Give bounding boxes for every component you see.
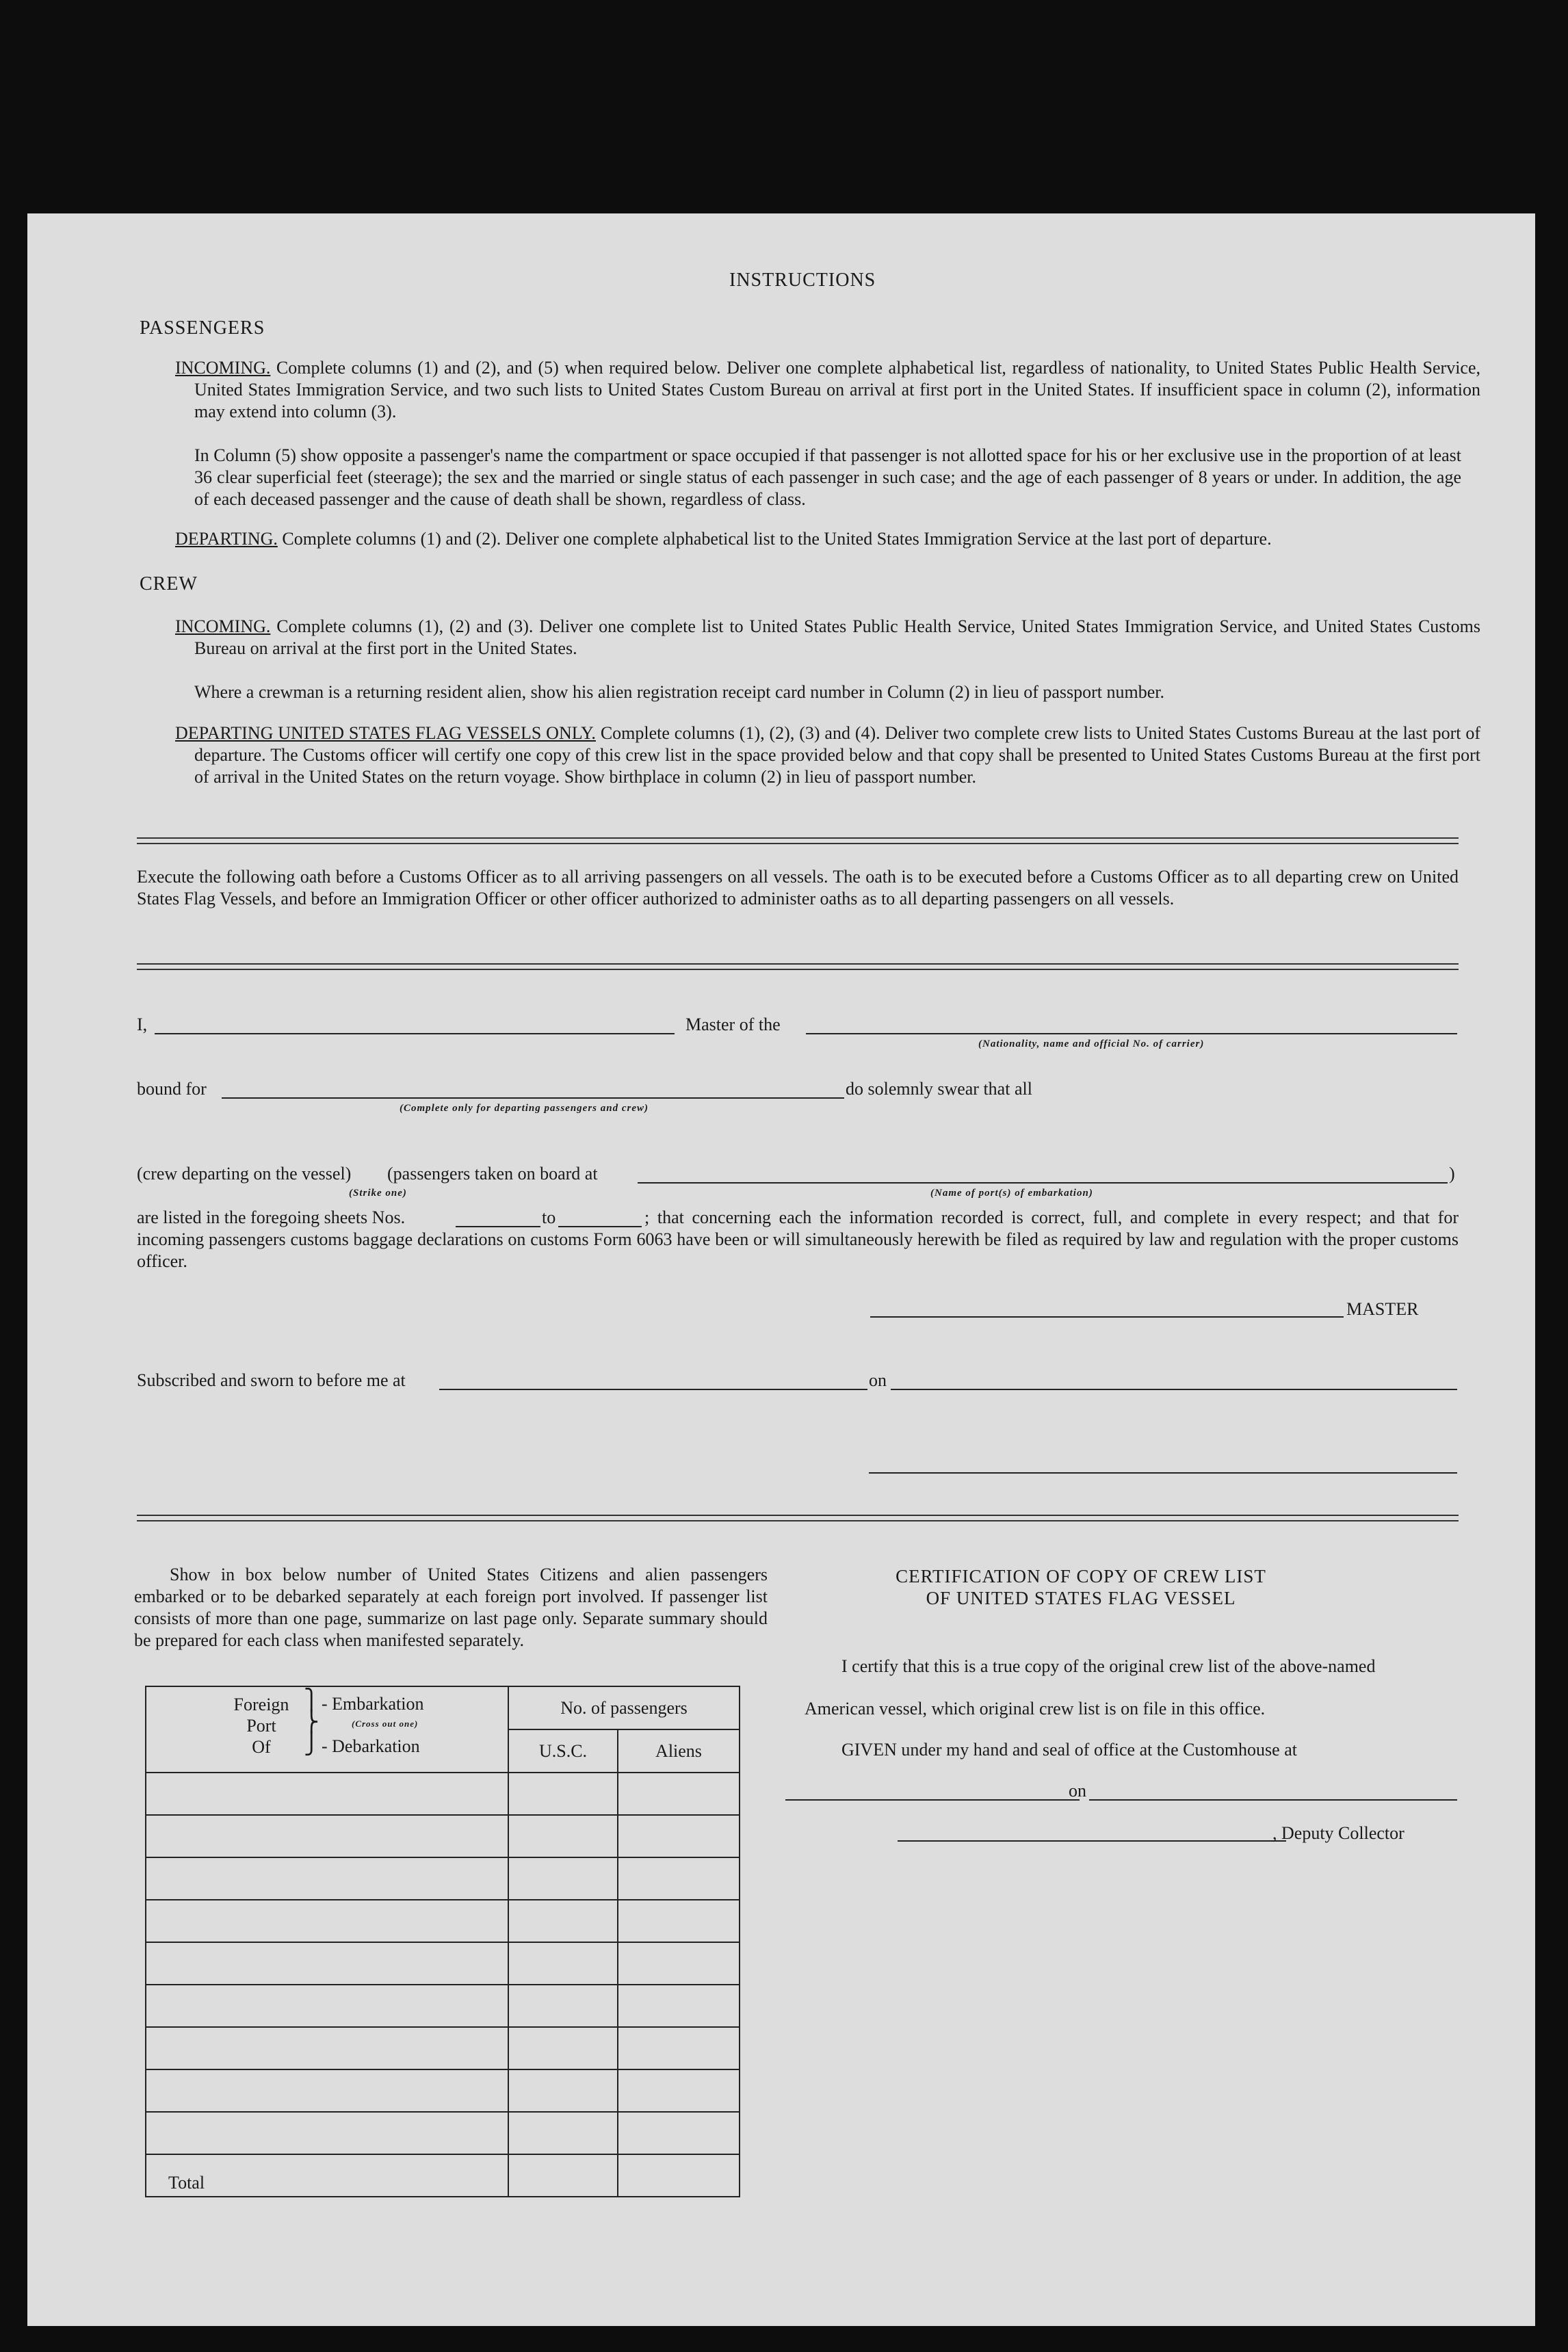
usc-total-cell[interactable] (508, 2154, 618, 2197)
crew-departing (175, 722, 1480, 788)
usc-cell[interactable] (508, 1857, 618, 1900)
aliens-cell[interactable] (618, 2112, 740, 2154)
foreign-port-header (146, 1686, 508, 1773)
close-paren: ) (1449, 1164, 1455, 1184)
aliens-cell[interactable] (618, 1942, 740, 1985)
brace-icon: ⎫ ⎬ ⎭ (304, 1689, 319, 1755)
passengers-column5-text: In Column (5) show opposite a passenger's name the compartment or space occupied if that passenger is not allotted space for his or her exclusive use in the proportion of at least 36 clear superficial feet (steerage); the sex and the married or single status of each passenger in such case; and the age of each passenger of 8 years or under. In addition, the age of each deceased passenger and the cause of death shall be shown, regardless of class. (194, 445, 1461, 509)
carrier-line[interactable] (806, 1033, 1457, 1034)
crew-incoming (175, 616, 1480, 659)
usc-cell[interactable] (508, 1942, 618, 1985)
certification-on: on (1069, 1781, 1086, 1801)
usc-cell[interactable] (508, 1985, 618, 2027)
passengers-heading: PASSENGERS (140, 317, 265, 339)
ports-hint: (Name of port(s) of embarkation) (930, 1188, 1093, 1199)
aliens-cell[interactable] (618, 2069, 740, 2112)
oath-i-label: I, (137, 1015, 148, 1034)
subscribed-place-line[interactable] (439, 1389, 867, 1390)
subscribed-label: Subscribed and sworn to before me at (137, 1370, 406, 1390)
section-divider (137, 963, 1459, 970)
form-sheet (27, 213, 1535, 2326)
certification-heading (807, 1565, 1355, 1609)
subscribed-date-line[interactable] (891, 1389, 1457, 1390)
aliens-header: Aliens (618, 1729, 740, 1773)
master-label: MASTER (1346, 1299, 1419, 1319)
usc-cell[interactable] (508, 2112, 618, 2154)
section-divider (137, 1515, 1459, 1521)
passengers-incoming-label: INCOMING. (175, 358, 271, 378)
port-cell[interactable] (146, 1857, 508, 1900)
certification-line2: American vessel, which original crew list is on file in this office. (805, 1699, 1266, 1719)
listed-text-b: ; that concerning each the information recorded is correct, full, and complete in every respect; and that for incoming passengers customs baggage declarations on customs Form 6063 have been or will simultaneously herewith be filed as required by law and regulation with the proper customs officer. (137, 1207, 1459, 1271)
passengers-departing (175, 528, 1480, 550)
certification-line1: I certify that this is a true copy of the original crew list of the above-named (841, 1656, 1376, 1676)
cross-out-hint: (Cross out one) (352, 1719, 419, 1729)
usc-cell[interactable] (508, 1773, 618, 1815)
port-cell[interactable] (146, 1773, 508, 1815)
passengers-departing-label: DEPARTING. (175, 529, 278, 549)
page-title: INSTRUCTIONS (729, 270, 876, 291)
usc-cell[interactable] (508, 2027, 618, 2069)
port-cell[interactable] (146, 2069, 508, 2112)
foreign-label: Foreign (233, 1695, 289, 1714)
certification-line3: GIVEN under my hand and seal of office at the Customhouse at (841, 1740, 1297, 1760)
deputy-signature-line[interactable] (898, 1840, 1286, 1842)
usc-cell[interactable] (508, 1900, 618, 1942)
crew-resident-text: Where a crewman is a returning resident alien, show his alien registration receipt card number in Column (2) in lieu of passport number. (194, 682, 1165, 702)
passengers-incoming-text: Complete columns (1) and (2), and (5) when required below. Deliver one complete alphabetical list, regardless of nationality, to United States Public Health Service, United States Immigration Service, and two such lists to United States Custom Bureau on arrival at first port in the United States. If insufficient space in column (2), information may extend into column (3). (194, 358, 1481, 421)
officer-signature-line[interactable] (869, 1472, 1457, 1474)
debarkation-label: - Debarkation (322, 1736, 420, 1756)
port-embarkation-line[interactable] (638, 1182, 1448, 1184)
bound-for-line[interactable] (222, 1097, 844, 1099)
crew-departing-label: DEPARTING UNITED STATES FLAG VESSELS ONLY. (175, 723, 596, 743)
passengers-taken-option: (passengers taken on board at (387, 1164, 598, 1184)
crew-heading: CREW (140, 573, 198, 594)
aliens-cell[interactable] (618, 1900, 740, 1942)
port-cell[interactable] (146, 1985, 508, 2027)
aliens-cell[interactable] (618, 2027, 740, 2069)
certification-heading-1: CERTIFICATION OF COPY OF CREW LIST (896, 1566, 1266, 1586)
usc-header: U.S.C. (508, 1729, 618, 1773)
usc-cell[interactable] (508, 2069, 618, 2112)
port-cell[interactable] (146, 1942, 508, 1985)
master-of-the-label: Master of the (685, 1015, 781, 1034)
summary-instructions: Show in box below number of United States Citizens and alien passengers embarked or to be debarked separately at each foreign port involved. If passenger list consists of more than one page, summarize on last page only. Separate summary should be prepared for each class when manifested separately. (134, 1565, 768, 1650)
swear-text: do solemnly swear that all (846, 1079, 1032, 1099)
certification-heading-2: OF UNITED STATES FLAG VESSEL (926, 1588, 1236, 1608)
aliens-cell[interactable] (618, 1857, 740, 1900)
certification-date-line[interactable] (1089, 1799, 1457, 1801)
port-cell[interactable] (146, 2027, 508, 2069)
passengers-departing-text: Complete columns (1) and (2). Deliver one complete alphabetical list to the United States Immigration Service at the last port of departure. (282, 529, 1272, 549)
total-label: Total (146, 2154, 508, 2197)
port-label: Port (246, 1716, 276, 1736)
port-cell[interactable] (146, 1900, 508, 1942)
port-cell[interactable] (146, 1815, 508, 1857)
section-divider (137, 837, 1459, 844)
crew-departing-text: Complete columns (1), (2), (3) and (4). Deliver two complete crew lists to United States Customs Bureau at the last port of departure. The Customs officer will certify one copy of this crew list in the space provided below and that copy shall be presented to United States Customs Bureau at the first port of arrival in the United States on the return voyage. Show birthplace in column (2) in lieu of passport number. (194, 723, 1480, 787)
passenger-summary-table (145, 1686, 740, 2197)
master-name-line[interactable] (155, 1033, 675, 1034)
no-of-passengers-header: No. of passengers (508, 1686, 740, 1729)
passengers-incoming (175, 357, 1480, 423)
customhouse-place-line[interactable] (785, 1799, 1080, 1801)
subscribed-on: on (869, 1370, 887, 1390)
crew-incoming-text: Complete columns (1), (2) and (3). Deliver one complete list to United States Public Health Service, United States Immigration Service, and United States Customs Bureau on arrival at the first port in the United States. (194, 616, 1480, 658)
aliens-total-cell[interactable] (618, 2154, 740, 2197)
aliens-cell[interactable] (618, 1985, 740, 2027)
crew-incoming-label: INCOMING. (175, 616, 271, 636)
aliens-cell[interactable] (618, 1773, 740, 1815)
crew-departing-option: (crew departing on the vessel) (137, 1164, 352, 1184)
deputy-collector-label: , Deputy Collector (1272, 1823, 1404, 1843)
carrier-hint: (Nationality, name and official No. of carrier) (978, 1038, 1205, 1049)
port-cell[interactable] (146, 2112, 508, 2154)
usc-cell[interactable] (508, 1815, 618, 1857)
listed-text-a: are listed in the foregoing sheets Nos. (137, 1207, 406, 1227)
bound-for-label: bound for (137, 1079, 207, 1099)
of-label: Of (252, 1737, 271, 1757)
strike-one-hint: (Strike one) (349, 1188, 407, 1199)
aliens-cell[interactable] (618, 1815, 740, 1857)
bound-hint: (Complete only for departing passengers and crew) (400, 1103, 649, 1114)
listed-to: to (542, 1207, 556, 1227)
master-signature-line[interactable] (870, 1316, 1344, 1318)
oath-intro: Execute the following oath before a Customs Officer as to all arriving passengers on all vessels. The oath is to be executed before a Customs Officer as to all departing crew on United States Flag Vessels, and before an Immigration Officer or other officer authorized to administer oaths as to all departing passengers on all vessels. (137, 867, 1459, 909)
embarkation-label: - Embarkation (322, 1694, 424, 1714)
